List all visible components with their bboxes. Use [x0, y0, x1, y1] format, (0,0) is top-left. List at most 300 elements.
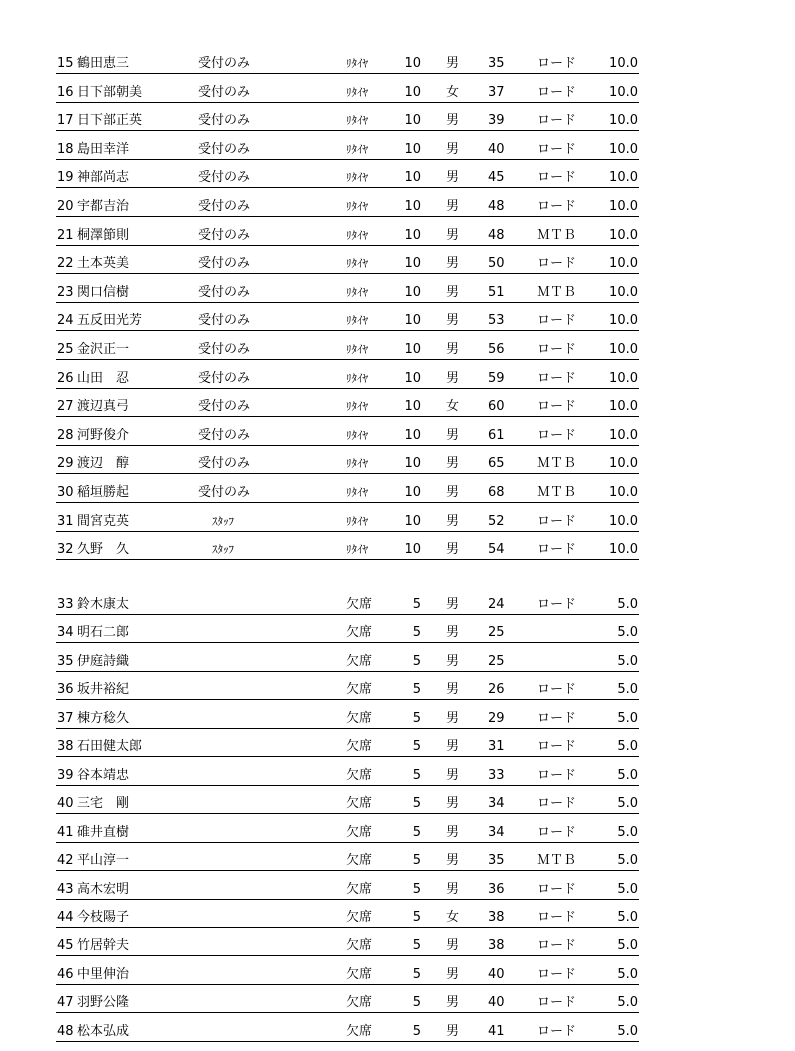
entry-number: 32: [57, 542, 74, 558]
entry-status: 受付のみ: [198, 84, 251, 100]
table-row: [56, 341, 639, 360]
bike-class: ＭＴＢ: [537, 284, 577, 300]
score: 10.0: [609, 427, 638, 443]
bike-class: ロード: [537, 113, 577, 129]
table-row: [56, 427, 639, 446]
entry-number: 27: [57, 399, 74, 415]
table-row: [56, 312, 639, 331]
race-result: 欠席: [346, 881, 373, 897]
rider-name: 石田健太郎: [77, 739, 143, 755]
rider-name: 島田幸洋: [77, 141, 130, 157]
rider-name: 碓井直樹: [77, 824, 130, 840]
table-row: [56, 881, 639, 900]
gender: 男: [446, 542, 460, 558]
table-row: [56, 84, 639, 103]
rider-name: 宇都吉治: [77, 199, 130, 214]
bike-class: ＭＴＢ: [537, 456, 577, 472]
table-row: [56, 169, 639, 188]
entry-number: 31: [57, 513, 74, 529]
gender: 男: [446, 767, 460, 783]
race-result: ﾘﾀｲﾔ: [346, 257, 368, 271]
table-row: [56, 624, 639, 643]
gender: 男: [446, 113, 460, 129]
entry-number: 24: [57, 313, 74, 329]
points: 5: [412, 597, 421, 612]
entry-number: 29: [57, 456, 74, 472]
age: 25: [488, 653, 505, 669]
gender: 男: [446, 56, 460, 71]
age: 34: [488, 824, 505, 840]
points: 10: [404, 84, 421, 100]
race-result: ﾘﾀｲﾔ: [346, 200, 368, 213]
gender: 男: [446, 284, 460, 300]
table-row: [56, 767, 639, 786]
gender: 男: [446, 682, 460, 698]
rider-name: 金沢正一: [77, 342, 130, 357]
bike-class: ロード: [537, 399, 577, 415]
age: 39: [488, 113, 505, 129]
age: 38: [488, 909, 505, 925]
gender: 女: [446, 84, 460, 100]
rider-name: 明石二郎: [77, 625, 130, 641]
race-result: ﾘﾀｲﾔ: [346, 228, 368, 242]
race-result: ﾘﾀｲﾔ: [346, 142, 368, 156]
bike-class: ロード: [537, 427, 577, 443]
rider-name: 今枝陽子: [77, 909, 130, 925]
entry-number: 45: [57, 938, 74, 954]
entry-status: ｽﾀｯﾌ: [212, 543, 234, 557]
entry-number: 48: [57, 1023, 74, 1039]
points: 5: [412, 966, 421, 982]
rider-name: 五反田光芳: [77, 313, 143, 329]
bike-class: ロード: [537, 256, 577, 272]
table-row: [56, 738, 639, 757]
race-result: ﾘﾀｲﾔ: [346, 285, 368, 299]
age: 54: [488, 542, 505, 558]
bike-class: ロード: [537, 796, 577, 812]
bike-class: ロード: [537, 170, 577, 186]
age: 51: [488, 284, 505, 300]
gender: 男: [446, 199, 460, 214]
points: 5: [412, 995, 421, 1011]
race-result: ﾘﾀｲﾔ: [346, 428, 368, 442]
points: 5: [412, 682, 421, 698]
age: 60: [488, 399, 505, 415]
points: 10: [404, 342, 421, 357]
entry-status: 受付のみ: [198, 313, 251, 329]
table-row: [56, 398, 639, 417]
table-row: [56, 198, 639, 217]
score: 10.0: [609, 170, 638, 186]
rider-name: 神部尚志: [77, 170, 130, 186]
bike-class: ロード: [537, 56, 577, 71]
score: 10.0: [609, 342, 638, 357]
rider-name: 三宅 剛: [77, 796, 130, 812]
entry-status: 受付のみ: [198, 399, 251, 415]
gender: 男: [446, 513, 460, 529]
gender: 男: [446, 853, 460, 869]
points: 10: [404, 113, 421, 129]
points: 5: [412, 653, 421, 669]
entry-number: 17: [57, 113, 74, 129]
bike-class: ロード: [537, 767, 577, 783]
table-row: [56, 681, 639, 700]
table-row: [56, 852, 639, 871]
points: 10: [404, 427, 421, 443]
entry-number: 35: [57, 653, 74, 669]
points: 5: [412, 853, 421, 869]
age: 48: [488, 199, 505, 214]
table-row: [56, 795, 639, 814]
rider-name: 松本弘成: [77, 1023, 130, 1039]
race-result: 欠席: [346, 710, 373, 726]
age: 25: [488, 625, 505, 641]
points: 10: [404, 199, 421, 214]
bike-class: ロード: [537, 824, 577, 840]
table-row: [56, 455, 639, 474]
entry-number: 41: [57, 824, 74, 840]
bike-class: ロード: [537, 995, 577, 1011]
entry-number: 20: [57, 199, 74, 214]
gender: 男: [446, 141, 460, 157]
race-result: ﾘﾀｲﾔ: [346, 114, 368, 128]
race-result: 欠席: [346, 653, 373, 669]
gender: 男: [446, 824, 460, 840]
table-row: [56, 513, 639, 532]
age: 50: [488, 256, 505, 272]
score: 10.0: [609, 199, 638, 214]
race-result: 欠席: [346, 739, 373, 755]
table-row: [56, 141, 639, 160]
score: 5.0: [617, 881, 638, 897]
race-result: 欠席: [346, 767, 373, 783]
bike-class: ロード: [537, 1023, 577, 1039]
gender: 男: [446, 625, 460, 641]
age: 36: [488, 881, 505, 897]
bike-class: ロード: [537, 513, 577, 529]
age: 37: [488, 84, 505, 100]
table-row: [56, 966, 639, 985]
rider-name: 中里伸治: [77, 966, 130, 982]
score: 5.0: [617, 597, 638, 612]
rider-name: 渡辺真弓: [77, 399, 130, 415]
bike-class: ＭＴＢ: [537, 853, 577, 869]
bike-class: ロード: [537, 370, 577, 386]
age: 52: [488, 513, 505, 529]
score: 5.0: [617, 710, 638, 726]
points: 10: [404, 456, 421, 472]
score: 10.0: [609, 370, 638, 386]
gender: 男: [446, 456, 460, 472]
age: 31: [488, 739, 505, 755]
race-result: ﾘﾀｲﾔ: [346, 371, 368, 385]
points: 10: [404, 399, 421, 415]
gender: 男: [446, 485, 460, 500]
entry-number: 47: [57, 995, 74, 1011]
age: 26: [488, 682, 505, 698]
points: 5: [412, 824, 421, 840]
race-result: ﾘﾀｲﾔ: [346, 486, 368, 499]
score: 10.0: [609, 513, 638, 529]
score: 5.0: [617, 966, 638, 982]
score: 5.0: [617, 682, 638, 698]
rider-name: 日下部正英: [77, 113, 143, 129]
score: 5.0: [617, 938, 638, 954]
entry-status: 受付のみ: [198, 256, 251, 272]
rider-name: 棟方稔久: [77, 710, 130, 726]
entry-number: 25: [57, 342, 74, 357]
score: 10.0: [609, 399, 638, 415]
points: 5: [412, 938, 421, 954]
points: 10: [404, 313, 421, 329]
entry-number: 26: [57, 370, 74, 386]
points: 10: [404, 485, 421, 500]
table-row: [56, 710, 639, 729]
age: 38: [488, 938, 505, 954]
points: 5: [412, 796, 421, 812]
race-result: 欠席: [346, 597, 373, 612]
race-result: 欠席: [346, 853, 373, 869]
table-row: [56, 1023, 639, 1042]
bike-class: ロード: [537, 141, 577, 157]
race-result: 欠席: [346, 682, 373, 698]
entry-number: 21: [57, 227, 74, 243]
entry-status: 受付のみ: [198, 370, 251, 386]
bike-class: ロード: [537, 739, 577, 755]
entry-number: 15: [57, 56, 74, 71]
race-result: ﾘﾀｲﾔ: [346, 85, 368, 99]
entry-number: 18: [57, 141, 74, 157]
points: 5: [412, 625, 421, 641]
gender: 男: [446, 427, 460, 443]
race-result: ﾘﾀｲﾔ: [346, 543, 368, 557]
rider-name: 久野 久: [77, 542, 130, 558]
table-row: [56, 909, 639, 928]
rider-name: 間宮克英: [77, 513, 130, 529]
rider-name: 鶴田恵三: [77, 56, 130, 71]
entry-number: 30: [57, 485, 74, 500]
race-result: 欠席: [346, 909, 373, 925]
gender: 男: [446, 370, 460, 386]
rider-name: 高木宏明: [77, 881, 130, 897]
rider-name: 関口信樹: [77, 284, 130, 300]
table-row: [56, 824, 639, 843]
age: 40: [488, 966, 505, 982]
gender: 男: [446, 653, 460, 669]
points: 10: [404, 170, 421, 186]
table-row: [56, 255, 639, 274]
score: 10.0: [609, 56, 638, 71]
gender: 男: [446, 597, 460, 612]
score: 5.0: [617, 653, 638, 669]
bike-class: ロード: [537, 84, 577, 100]
points: 5: [412, 909, 421, 925]
score: 5.0: [617, 995, 638, 1011]
entry-number: 40: [57, 796, 74, 812]
points: 5: [412, 767, 421, 783]
entry-number: 33: [57, 597, 74, 612]
points: 5: [412, 739, 421, 755]
entry-status: 受付のみ: [198, 170, 251, 186]
entry-status: 受付のみ: [198, 199, 251, 214]
rider-name: 河野俊介: [77, 427, 130, 443]
gender: 男: [446, 227, 460, 243]
score: 5.0: [617, 909, 638, 925]
entry-status: 受付のみ: [198, 342, 251, 357]
rider-name: 土本英美: [77, 256, 130, 272]
table-row: [56, 541, 639, 560]
entry-number: 36: [57, 682, 74, 698]
rider-name: 羽野公隆: [77, 995, 130, 1011]
entry-number: 42: [57, 853, 74, 869]
gender: 男: [446, 1023, 460, 1039]
rider-name: 竹居幹夫: [77, 938, 130, 954]
race-result: ﾘﾀｲﾔ: [346, 171, 368, 185]
entry-number: 34: [57, 625, 74, 641]
race-result: 欠席: [346, 625, 373, 641]
points: 10: [404, 370, 421, 386]
bike-class: ロード: [537, 682, 577, 698]
points: 10: [404, 56, 421, 71]
bike-class: ロード: [537, 542, 577, 558]
score: 10.0: [609, 256, 638, 272]
age: 59: [488, 370, 505, 386]
entry-status: 受付のみ: [198, 141, 251, 157]
gender: 男: [446, 313, 460, 329]
score: 5.0: [617, 767, 638, 783]
gender: 男: [446, 938, 460, 954]
gender: 女: [446, 399, 460, 415]
bike-class: ロード: [537, 342, 577, 357]
rider-name: 桐澤節則: [77, 227, 130, 243]
gender: 男: [446, 342, 460, 357]
entry-number: 43: [57, 881, 74, 897]
points: 5: [412, 710, 421, 726]
entry-number: 16: [57, 84, 74, 100]
entry-status: ｽﾀｯﾌ: [212, 514, 234, 528]
entry-number: 44: [57, 909, 74, 925]
rider-name: 伊庭詩織: [77, 653, 130, 669]
age: 35: [488, 853, 505, 869]
table-row: [56, 596, 639, 615]
bike-class: ロード: [537, 199, 577, 214]
race-result: ﾘﾀｲﾔ: [346, 457, 368, 471]
age: 56: [488, 342, 505, 357]
bike-class: ロード: [537, 966, 577, 982]
race-result: ﾘﾀｲﾔ: [346, 514, 368, 528]
race-result: 欠席: [346, 796, 373, 812]
rider-name: 渡辺 醇: [77, 456, 130, 472]
age: 48: [488, 227, 505, 243]
gender: 男: [446, 995, 460, 1011]
race-result: 欠席: [346, 1023, 373, 1039]
rider-name: 山田 忍: [77, 370, 130, 386]
entry-number: 46: [57, 966, 74, 982]
table-row: [56, 370, 639, 389]
points: 10: [404, 141, 421, 157]
age: 61: [488, 427, 505, 443]
race-result: 欠席: [346, 966, 373, 982]
entry-number: 38: [57, 739, 74, 755]
score: 10.0: [609, 141, 638, 157]
entry-number: 28: [57, 427, 74, 443]
table-row: [56, 227, 639, 246]
score: 5.0: [617, 1023, 638, 1039]
entry-number: 39: [57, 767, 74, 783]
race-result: ﾘﾀｲﾔ: [346, 400, 368, 414]
gender: 男: [446, 881, 460, 897]
entry-number: 23: [57, 284, 74, 300]
table-row: [56, 55, 639, 74]
age: 29: [488, 710, 505, 726]
entry-status: 受付のみ: [198, 56, 251, 71]
points: 10: [404, 256, 421, 272]
entry-number: 19: [57, 170, 74, 186]
rider-name: 谷本靖忠: [77, 767, 130, 783]
age: 40: [488, 141, 505, 157]
table-row: [56, 994, 639, 1013]
age: 40: [488, 995, 505, 1011]
entry-number: 22: [57, 256, 74, 272]
gender: 男: [446, 256, 460, 272]
entry-status: 受付のみ: [198, 485, 251, 500]
score: 10.0: [609, 485, 638, 500]
age: 24: [488, 597, 505, 612]
bike-class: ＭＴＢ: [537, 227, 577, 243]
rider-name: 稲垣勝起: [77, 485, 130, 500]
bike-class: ロード: [537, 881, 577, 897]
points: 5: [412, 1023, 421, 1039]
score: 5.0: [617, 625, 638, 641]
bike-class: ＭＴＢ: [537, 485, 577, 500]
table-row: [56, 284, 639, 303]
score: 5.0: [617, 853, 638, 869]
age: 68: [488, 485, 505, 500]
race-result: ﾘﾀｲﾔ: [346, 57, 368, 70]
age: 45: [488, 170, 505, 186]
table-row: [56, 484, 639, 503]
race-result: 欠席: [346, 938, 373, 954]
gender: 男: [446, 739, 460, 755]
entry-number: 37: [57, 710, 74, 726]
points: 10: [404, 513, 421, 529]
score: 10.0: [609, 313, 638, 329]
score: 5.0: [617, 796, 638, 812]
age: 34: [488, 796, 505, 812]
score: 10.0: [609, 284, 638, 300]
age: 65: [488, 456, 505, 472]
gender: 男: [446, 710, 460, 726]
age: 33: [488, 767, 505, 783]
points: 10: [404, 227, 421, 243]
score: 10.0: [609, 113, 638, 129]
score: 5.0: [617, 739, 638, 755]
age: 41: [488, 1023, 505, 1039]
race-result: ﾘﾀｲﾔ: [346, 343, 368, 356]
bike-class: ロード: [537, 909, 577, 925]
table-row: [56, 112, 639, 131]
points: 10: [404, 284, 421, 300]
score: 10.0: [609, 84, 638, 100]
race-result: 欠席: [346, 824, 373, 840]
bike-class: ロード: [537, 938, 577, 954]
bike-class: ロード: [537, 710, 577, 726]
score: 10.0: [609, 456, 638, 472]
gender: 男: [446, 796, 460, 812]
score: 5.0: [617, 824, 638, 840]
points: 5: [412, 881, 421, 897]
gender: 女: [446, 909, 460, 925]
